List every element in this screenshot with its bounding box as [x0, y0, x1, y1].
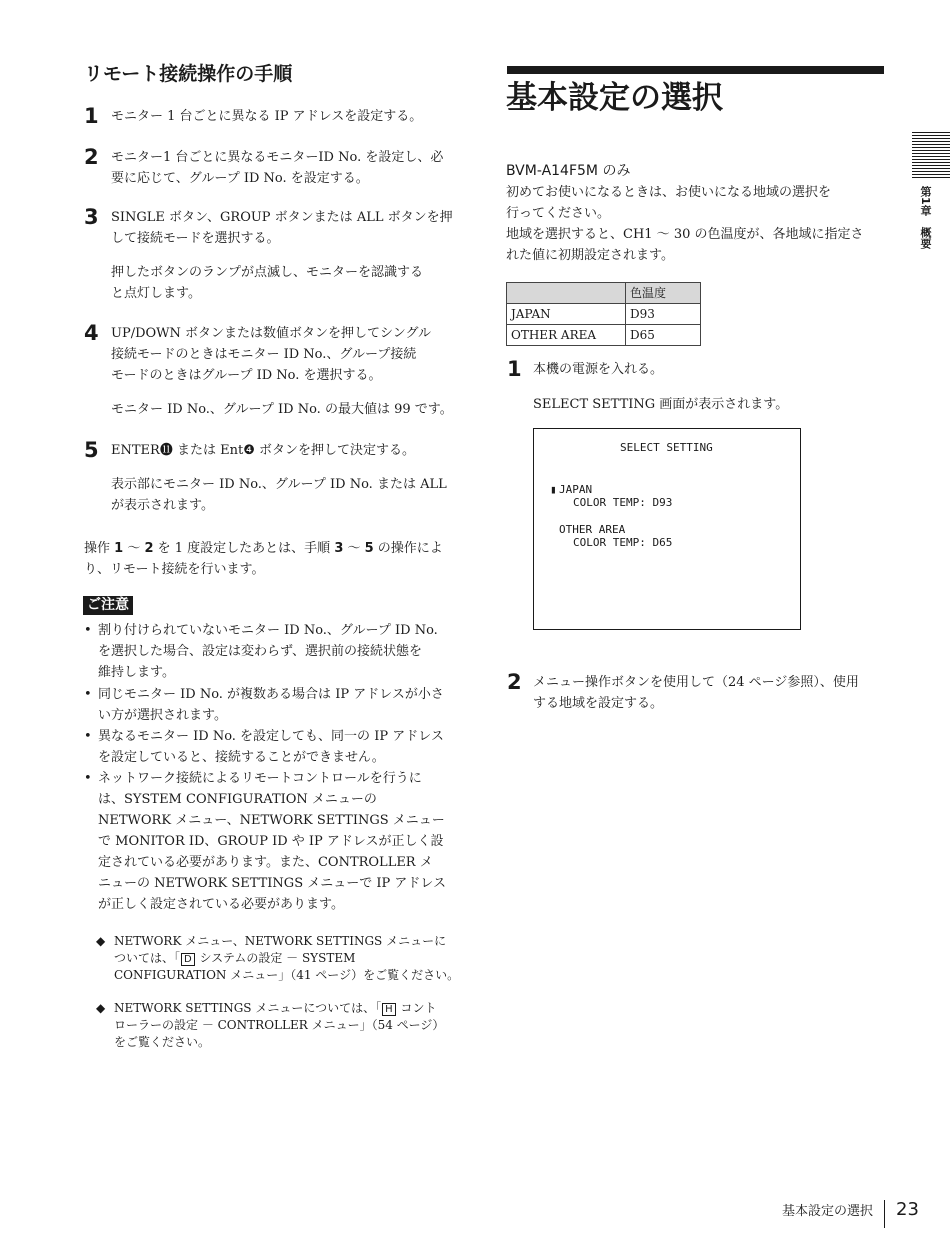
list-item: • 異なるモニター ID No. を設定しても、同一の IP アドレス を設定していると、接続することができません。 — [84, 729, 444, 765]
table-header — [507, 283, 626, 304]
chapter-box-icon: H — [382, 1003, 396, 1016]
step-text: 本機の電源を入れる。 — [533, 362, 664, 377]
diamond-icon: ◆ — [96, 934, 106, 948]
circled-number-icon: ⓫ — [159, 443, 173, 458]
step-text: メニュー操作ボタンを使用して（24 ページ参照）、使用 する地域を設定する。 — [533, 675, 859, 711]
cursor-icon: ▮ — [550, 483, 557, 496]
page-title: 基本設定の選択 — [506, 80, 723, 116]
step-text: UP/DOWN ボタンまたは数値ボタンを押してシングル 接続モードのときはモニター ID No.、グループ接続 モードのときはグループ ID No. を選択する。 — [111, 326, 432, 383]
step-text: SINGLE ボタン、GROUP ボタンまたは ALL ボタンを押 して接続モードを選択する。 — [111, 210, 453, 246]
screen-option: JAPAN — [559, 483, 593, 496]
step-text: モニター1 台ごとに異なるモニターID No. を設定し、必 要に応じて、グループ ID No. を設定する。 — [111, 150, 444, 186]
chapter-box-icon: D — [181, 953, 195, 966]
circled-number-icon: ❹ — [243, 443, 255, 458]
title-bar — [507, 66, 884, 74]
reference-note: ◆ NETWORK SETTINGS メニューについては、「 H コント ローラーの設定 － CONTROLLER メニュー」（54 ページ） をご覧ください。 — [96, 1001, 445, 1049]
step-text: モニター 1 台ごとに異なる IP アドレスを設定する。 — [111, 109, 423, 124]
diamond-icon: ◆ — [96, 1001, 106, 1015]
list-item: • ネットワーク接続によるリモートコントロールを行うに は、SYSTEM CONFIGURATION メニューの NETWORK メニュー、NETWORK SETTINGS メニュー で MONITOR ID、GROUP ID や IP アドレスが正しく設 定されている必要があります。また、CONTROLLER メ ニューの NETWORK SETTINGS メニューで IP アドレス が正しく設定されている必要があります。 — [84, 771, 446, 912]
color-temp-table — [506, 282, 701, 346]
table-header: 色温度 — [626, 283, 701, 304]
chapter-tab-lines — [912, 132, 950, 178]
list-item: • 割り付けられていないモニター ID No.、グループ ID No. を選択した場合、設定は変わらず、選択前の接続状態を 維持します。 — [84, 623, 438, 680]
table-row: JAPAN D93 — [507, 304, 701, 325]
step-number: 5 — [84, 438, 99, 462]
step-result: 押したボタンのランプが点滅し、モニターを認識する と点灯します。 — [111, 265, 424, 301]
select-setting-screen — [533, 428, 801, 630]
table-row: OTHER AREA D65 — [507, 325, 701, 346]
section-title: リモート接続操作の手順 — [84, 63, 293, 85]
intro-text: 初めてお使いになるときは、お使いになる地域の選択を 行ってください。 地域を選択すると、CH1 ～ 30 の色温度が、各地域に指定さ れた値に初期設定されます。 — [506, 185, 864, 263]
screen-option-value: COLOR TEMP: D65 — [573, 536, 673, 549]
step-result: SELECT SETTING 画面が表示されます。 — [533, 397, 789, 412]
list-item: • 同じモニター ID No. が複数ある場合は IP アドレスが小さ い方が選択されます。 — [84, 687, 444, 723]
step-number: 1 — [507, 357, 522, 381]
step-text: ENTER⓫ または Ent❹ ボタンを押して決定する。 — [111, 443, 415, 458]
step-number: 2 — [84, 145, 99, 169]
page-number: 23 — [896, 1199, 919, 1220]
step-number: 4 — [84, 321, 99, 345]
screen-option: OTHER AREA — [559, 523, 626, 536]
reference-note: ◆ NETWORK メニュー、NETWORK SETTINGS メニューに ついては、「 D システムの設定 － SYSTEM CONFIGURATION メニュー」（41 ページ）をご覧ください。 — [96, 934, 460, 982]
screen-title: SELECT SETTING — [620, 441, 713, 454]
step-result: 表示部にモニター ID No.、グループ ID No. または ALL が表示されます。 — [111, 477, 447, 513]
screen-option-value: COLOR TEMP: D93 — [573, 496, 673, 509]
caution-badge: ご注意 — [83, 596, 133, 615]
chapter-tab: 第1章 概要 — [919, 186, 932, 249]
step-number: 2 — [507, 670, 522, 694]
step-number: 1 — [84, 104, 99, 128]
operation-note: 操作 1 ～ 2 を 1 度設定したあとは、手順 3 ～ 5 の操作によ り、リモート接続を行います。 — [84, 541, 443, 577]
step-number: 3 — [84, 205, 99, 229]
model-heading: BVM-A14F5M のみ — [506, 163, 631, 179]
step-result: モニター ID No.、グループ ID No. の最大値は 99 です。 — [111, 402, 453, 417]
footer-title: 基本設定の選択 — [782, 1204, 874, 1219]
footer-divider — [884, 1200, 885, 1228]
